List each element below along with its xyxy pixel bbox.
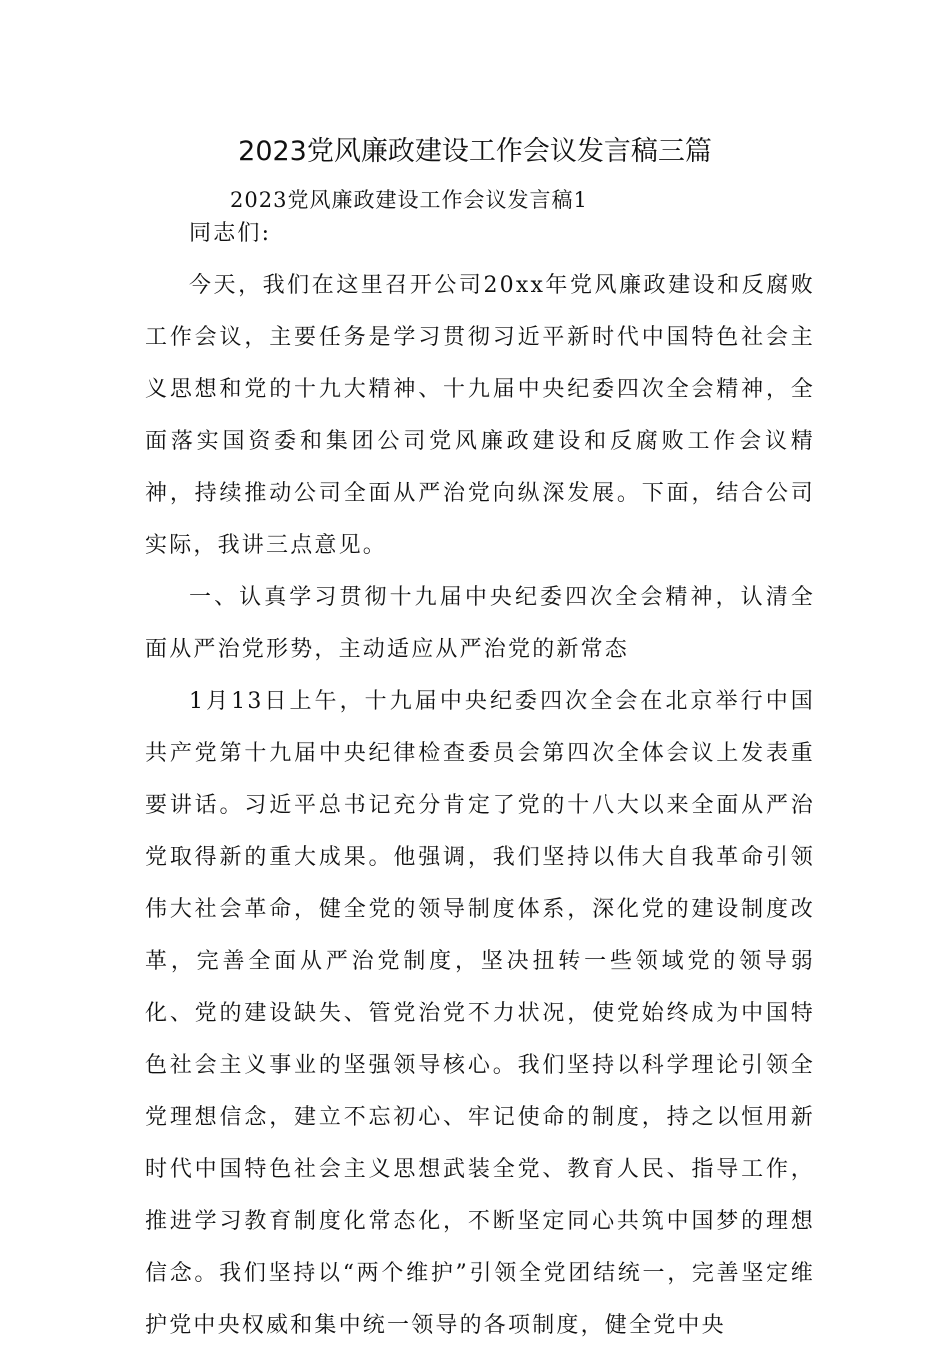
document-title: 2023党风廉政建设工作会议发言稿三篇 bbox=[238, 136, 712, 167]
paragraph-body: 1月13日上午，十九届中央纪委四次全会在北京举行中国共产党第十九届中央纪律检查委员会第四次全体会议上发表重要讲话。习近平总书记充分肯定了党的十八大以来全面从严治党取得新的重大成果。他强调，我们坚持以伟大自我革命引领伟大社会革命，健全党的领导制度体系，深化党的建设制度改革，完善全面从严治党制度，坚决扭转一些领域党的领导弱化、党的建设缺失、管党治党不力状况，使党始终成为中国特色社会主义事业的坚强领导核心。我们坚持以科学理论引领全党理想信念，建立不忘初心、牢记使命的制度，持之以恒用新时代中国特色社会主义思想武装全党、教育人民、指导工作，推进学习教育制度化常态化，不断坚定同心共筑中国梦的理想信念。我们坚持以“两个维护”引领全党团结统一，完善坚定维护党中央权威和集中统一领导的各项制度，健全党中央 bbox=[145, 689, 815, 1338]
paragraph-section-heading: 一、认真学习贯彻十九届中央纪委四次全会精神，认清全面从严治党形势，主动适应从严治党的新常态 bbox=[145, 585, 815, 662]
salutation: 同志们: bbox=[189, 221, 272, 246]
document-body bbox=[145, 208, 815, 1352]
paragraph-intro: 今天，我们在这里召开公司20xx年党风廉政建设和反腐败工作会议，主要任务是学习贯彻习近平新时代中国特色社会主义思想和党的十九大精神、十九届中央纪委四次全会精神，全面落实国资委和集团公司党风廉政建设和反腐败工作会议精神，持续推动公司全面从严治党向纵深发展。下面，结合公司实际，我讲三点意见。 bbox=[145, 273, 815, 558]
document-subtitle: 2023党风廉政建设工作会议发言稿1 bbox=[230, 188, 588, 212]
